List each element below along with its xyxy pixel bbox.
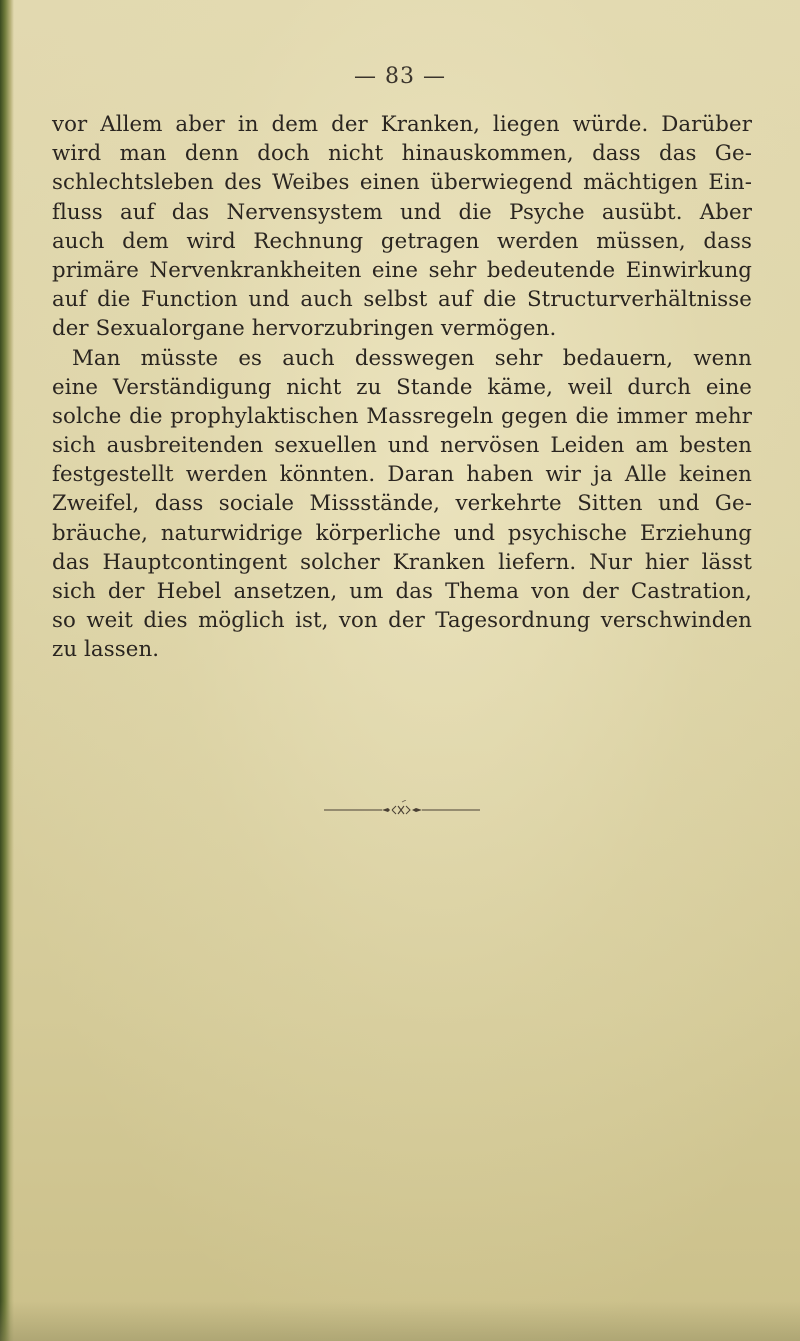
- text-line: auf die Function und auch selbst auf die Structurverhältnisse: [52, 287, 752, 313]
- text-line: sich der Hebel ansetzen, um das Thema von der Castration,: [52, 579, 752, 604]
- body-text: [52, 110, 752, 665]
- text-line: Zweifel, dass sociale Missstände, verkehrte Sitten und Ge-: [52, 491, 752, 517]
- decorative-rule-icon: [318, 800, 488, 820]
- text-line: fluss auf das Nervensystem und die Psyche ausübt. Aber: [52, 199, 752, 225]
- text-line: sich ausbreitenden sexuellen und nervösen Leiden am besten: [52, 433, 752, 459]
- text-line: das Hauptcontingent solcher Kranken liefern. Nur hier lässt: [52, 549, 752, 575]
- text-line: schlechtsleben des Weibes einen überwiegend mächtigen Ein-: [52, 170, 752, 196]
- text-line: so weit dies möglich ist, von der Tagesordnung verschwinden: [52, 608, 752, 634]
- text-line: der Sexualorgane hervorzubringen vermögen.: [52, 316, 557, 342]
- text-line: bräuche, naturwidrige körperliche und psychische Erziehung: [52, 520, 752, 546]
- page-bottom-shadow: [0, 1301, 800, 1341]
- text-line: festgestellt werden könnten. Daran haben wir ja Alle keinen: [52, 462, 752, 488]
- text-line: primäre Nervenkrankheiten eine sehr bedeutende Einwirkung: [52, 257, 752, 283]
- text-line: auch dem wird Rechnung getragen werden müssen, dass: [52, 228, 752, 254]
- text-line: wird man denn doch nicht hinauskommen, dass das Ge-: [52, 141, 752, 167]
- text-line: eine Verständigung nicht zu Stande käme, weil durch eine: [52, 374, 752, 400]
- text-line: Man müsste es auch desswegen sehr bedauern, wenn: [72, 345, 752, 371]
- text-line: vor Allem aber in dem der Kranken, liegen würde. Darüber: [52, 112, 752, 137]
- page-number: — 83 —: [354, 64, 446, 89]
- text-line: zu lassen.: [52, 637, 160, 663]
- text-line: solche die prophylaktischen Massregeln gegen die immer mehr: [52, 403, 752, 429]
- page-binding-edge: [0, 0, 14, 1341]
